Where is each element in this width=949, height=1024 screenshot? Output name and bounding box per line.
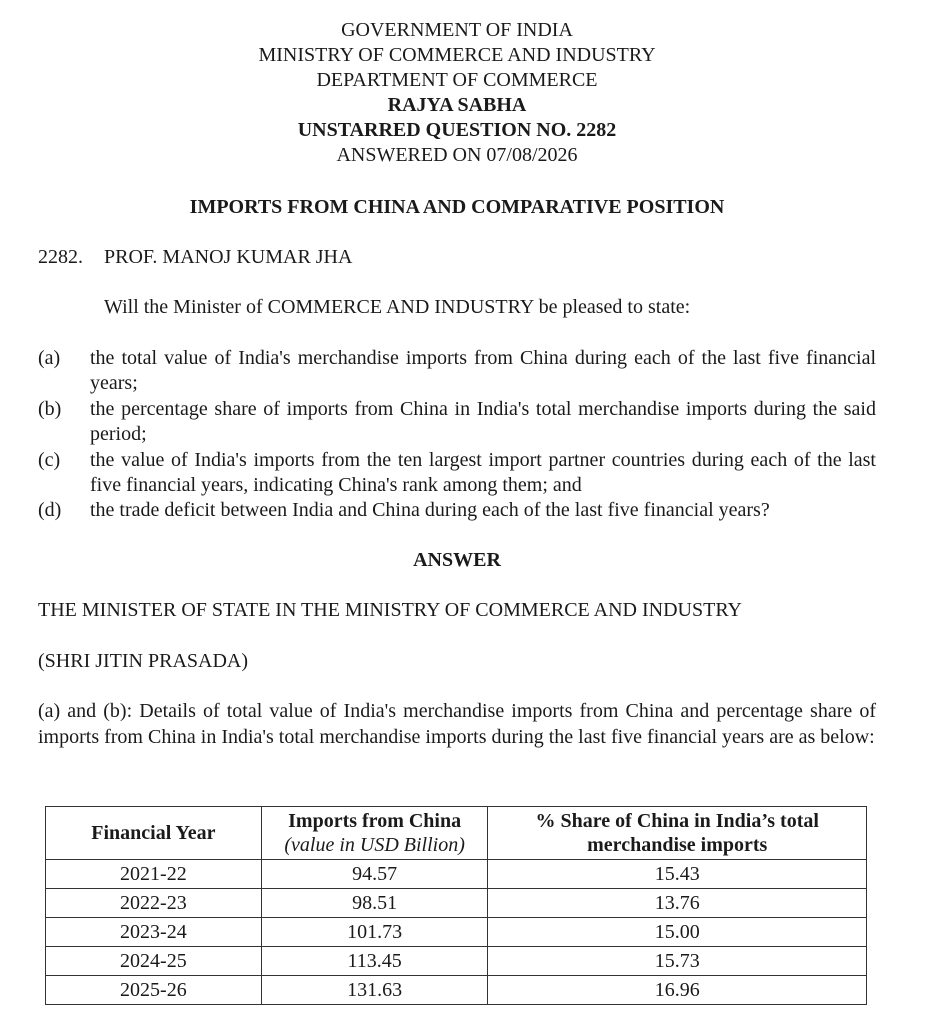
answer-minister: THE MINISTER OF STATE IN THE MINISTRY OF COMMERCE AND INDUSTRY: [38, 599, 742, 621]
question-intro: Will the Minister of COMMERCE AND INDUSTRY be pleased to state:: [104, 296, 691, 318]
question-number: 2282.: [38, 246, 83, 268]
cell-year: 2021-22: [46, 860, 262, 889]
col-share-line2: merchandise imports: [587, 834, 768, 856]
question-member: PROF. MANOJ KUMAR JHA: [104, 246, 353, 268]
header-ministry: MINISTRY OF COMMERCE AND INDUSTRY: [258, 44, 656, 66]
cell-year: 2024-25: [46, 947, 262, 976]
table-row: [46, 947, 867, 976]
question-part-label: (b): [38, 398, 62, 420]
header-question-number: UNSTARRED QUESTION NO. 2282: [297, 119, 617, 141]
cell-imports: 94.57: [261, 860, 488, 889]
cell-imports: 98.51: [261, 889, 488, 918]
question-part-text: the percentage share of imports from China in India's total merchandise imports during the said period;: [90, 398, 876, 445]
col-share-line1: % Share of China in India’s total: [535, 810, 819, 832]
table-row: [46, 889, 867, 918]
table-header-row: [46, 807, 867, 860]
question-part-text: the value of India's imports from the ten largest import partner countries during each of the last five financial years, indicating China's rank among them; and: [90, 449, 876, 496]
cell-share: 15.43: [488, 860, 867, 889]
table-row: [46, 976, 867, 1005]
question-part-label: (c): [38, 449, 61, 471]
col-imports-unit: (value in USD Billion): [284, 834, 465, 856]
col-imports-from-china: [261, 807, 488, 860]
cell-share: 16.96: [488, 976, 867, 1005]
header-government: GOVERNMENT OF INDIA: [341, 19, 573, 41]
cell-share: 15.00: [488, 918, 867, 947]
table-row: [46, 860, 867, 889]
cell-imports: 113.45: [261, 947, 488, 976]
question-part-text: the trade deficit between India and China during each of the last five financial years?: [90, 499, 770, 521]
cell-year: 2023-24: [46, 918, 262, 947]
col-imports-main: Imports from China: [288, 810, 462, 832]
col-financial-year: Financial Year: [46, 807, 262, 860]
subject-title: IMPORTS FROM CHINA AND COMPARATIVE POSITION: [189, 196, 725, 218]
imports-table: [45, 806, 867, 1005]
header-department: DEPARTMENT OF COMMERCE: [316, 69, 598, 91]
question-part-text: the total value of India's merchandise imports from China during each of the last five financial years;: [90, 347, 876, 394]
cell-imports: 131.63: [261, 976, 488, 1005]
cell-year: 2022-23: [46, 889, 262, 918]
question-part-label: (a): [38, 347, 61, 369]
answer-heading: ANSWER: [413, 549, 501, 571]
col-share-of-china: [488, 807, 867, 860]
header-house: RAJYA SABHA: [387, 94, 527, 116]
cell-imports: 101.73: [261, 918, 488, 947]
cell-year: 2025-26: [46, 976, 262, 1005]
cell-share: 13.76: [488, 889, 867, 918]
answer-intro: (a) and (b): Details of total value of India's merchandise imports from China and percentage share of imports from China in India's total merchandise imports during the last five financial years are as below:: [38, 700, 876, 748]
answer-minister-name: (SHRI JITIN PRASADA): [38, 650, 249, 672]
header-answer-date: ANSWERED ON 07/08/2026: [336, 144, 578, 166]
question-part-label: (d): [38, 499, 62, 521]
table-row: [46, 918, 867, 947]
cell-share: 15.73: [488, 947, 867, 976]
